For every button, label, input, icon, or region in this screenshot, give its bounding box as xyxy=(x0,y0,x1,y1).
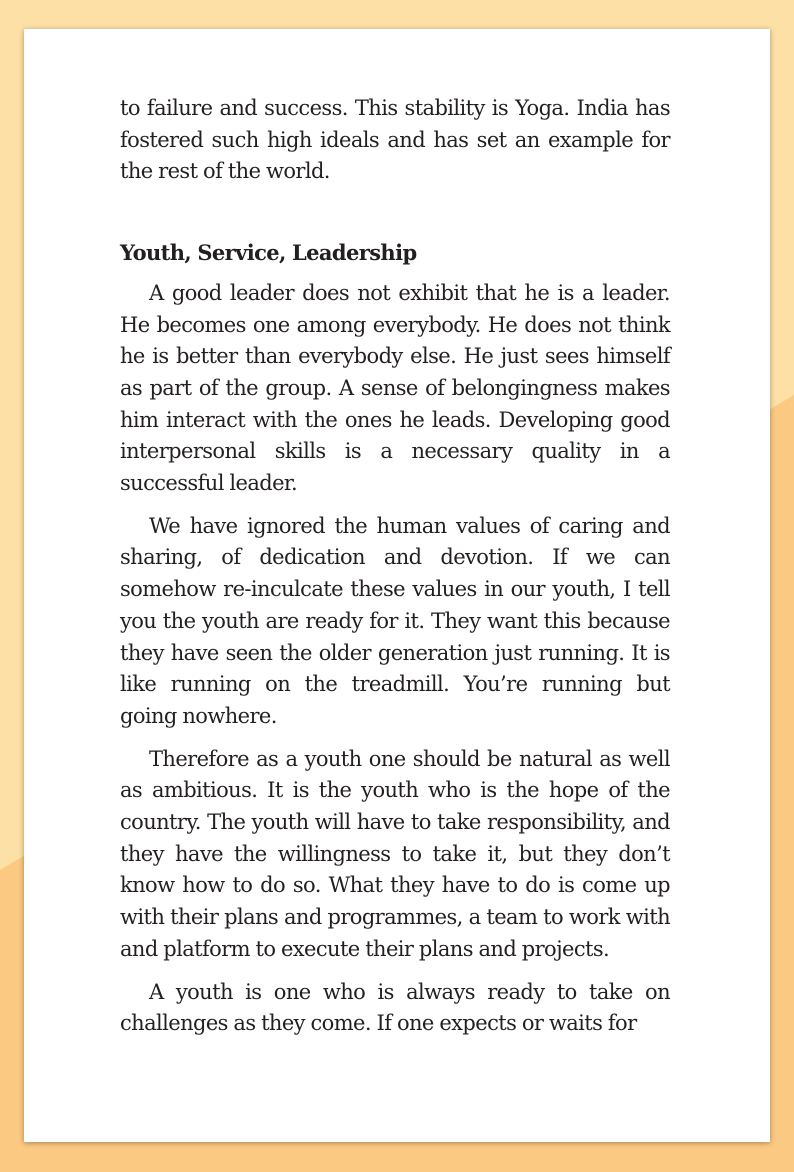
body-paragraph-2: We have ignored the human values of caring and sharing, of dedication and devotion. If we can somehow re-inculcate these values in our youth, I tell you the youth are ready for it. They want this because they have seen the older generation just running. It is like running on the treadmill. You’re running but going nowhere. xyxy=(120,513,670,728)
page-content xyxy=(120,93,670,1040)
body-paragraph-4: A youth is one who is always ready to take on challenges as they come. If one expects or waits for xyxy=(120,979,670,1036)
body-paragraph-1: A good leader does not exhibit that he is a leader. He becomes one among everybody. He does not think he is better than everybody else. He just sees himself as part of the group. A sense of belongingness makes him interact with the ones he leads. Developing good interpersonal skills is a necessary quality in a successful leader. xyxy=(120,280,670,496)
document-page xyxy=(24,29,770,1142)
continuation-paragraph: to failure and success. This stability is Yoga. India has fostered such high ideals and has set an example for the rest of the world. xyxy=(120,96,670,184)
section-heading: Youth, Service, Leadership xyxy=(120,240,417,266)
body-paragraph-3: Therefore as a youth one should be natural as well as ambitious. It is the youth who is the hope of the country. The youth will have to take responsibility, and they have the willingness to take it, but they don’t know how to do so. What they have to do is come up with their plans and programmes, a team to work with and platform to execute their plans and projects. xyxy=(120,746,670,961)
